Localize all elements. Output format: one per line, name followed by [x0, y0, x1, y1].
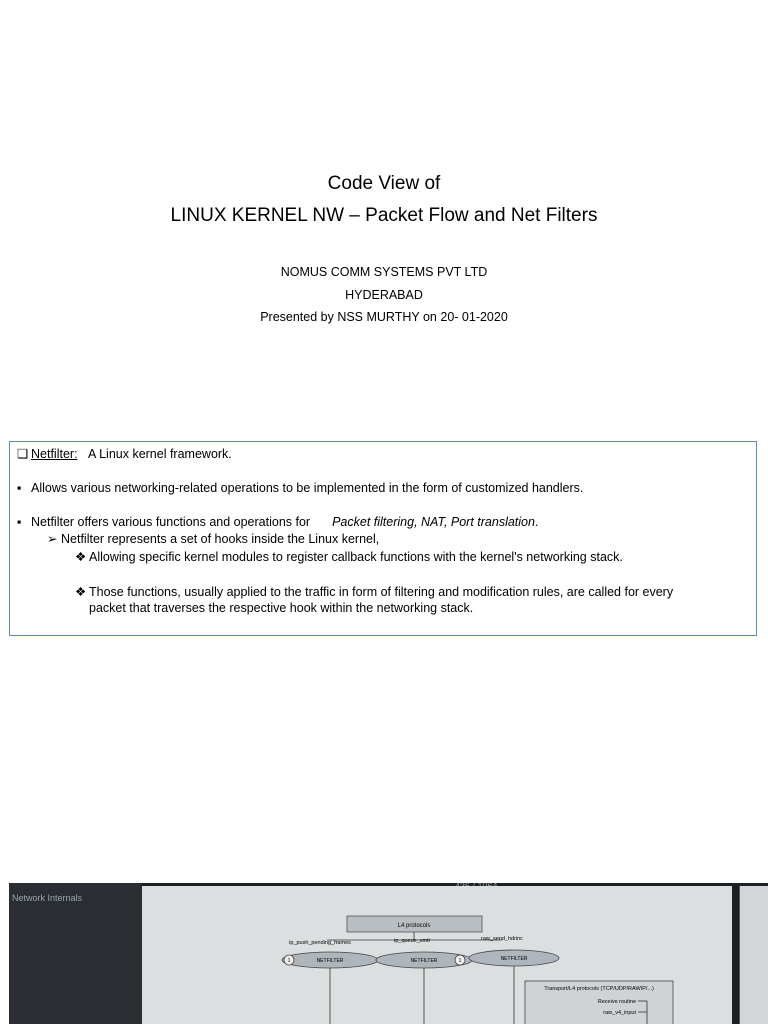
functions-italic: Packet filtering, NAT, Port translation	[332, 515, 535, 529]
item-functions: ▪ Netfilter offers various functions and operations for Packet filtering, NAT, Port translation.	[17, 515, 539, 529]
svg-text:NETFILTER: NETFILTER	[500, 956, 528, 962]
item-operations: ▪ Allows various networking-related operations to be implemented in the form of customized handlers.	[17, 481, 584, 495]
netfilter-term: Netfilter:	[31, 447, 78, 461]
presenter: Presented by NSS MURTHY on	[260, 310, 437, 324]
photo-right-panel	[739, 886, 768, 1024]
netfilter-definition: A Linux kernel framework.	[87, 447, 232, 461]
item-netfilter	[17, 446, 232, 461]
raw-v4-input: raw_v4_input	[603, 1010, 636, 1016]
netfilter-info-box	[9, 441, 757, 636]
fn-raw-send-hdrinc: raw_send_hdrinc	[481, 936, 523, 942]
company-name: NOMUS COMM SYSTEMS PVT LTD	[280, 265, 488, 279]
packet-flow-diagram	[142, 886, 732, 1024]
diagram-screen	[142, 886, 732, 1024]
sub-item-hooks: ➢ Netfilter represents a set of hooks inside the Linux kernel,	[47, 532, 380, 546]
sub-item-rules: ❖ Those functions, usually applied to the traffic in form of filtering and modification rules, are called for every	[75, 585, 674, 599]
photo-header: Network Internals	[12, 893, 83, 903]
diamond-bullet-icon: ❖	[75, 550, 87, 564]
diamond-bullet-icon: ❖	[75, 585, 87, 599]
date: 20- 01-2020	[440, 310, 508, 324]
checkbox-bullet-icon: ❑	[17, 447, 29, 461]
l4-label: L4 protocols	[397, 923, 431, 929]
transport-label: Transport/L4 protocols (TCP/UDP/RAWIP/...)	[544, 986, 654, 992]
city: HYDERABAD	[345, 288, 423, 302]
title-line-1: Code View of	[327, 173, 441, 194]
receive-routine: Receive routine	[597, 999, 636, 1005]
presenter-line	[0, 310, 768, 324]
svg-text:1: 1	[287, 958, 291, 964]
fn-ip-push-pending-frames: ip_push_pending_frames	[289, 940, 351, 946]
sub-item-rules-cont: packet that traverses the respective hook within the networking stack.	[89, 601, 474, 615]
title-line-2: LINUX KERNEL NW – Packet Flow and Net Filters	[170, 205, 598, 226]
svg-text:NETFILTER: NETFILTER	[316, 958, 344, 964]
diagram-photo	[9, 883, 768, 1024]
svg-text:NETFILTER: NETFILTER	[410, 958, 438, 964]
square-bullet-icon: ▪	[17, 515, 22, 529]
fn-ip-queue-xmit: ip_queue_xmit	[394, 938, 430, 944]
square-bullet-icon: ▪	[17, 481, 22, 495]
photo-sidebar	[9, 883, 142, 1024]
sub-item-callbacks: ❖ Allowing specific kernel modules to register callback functions with the kernel's networking stack.	[75, 550, 623, 564]
arrow-bullet-icon: ➢	[47, 532, 58, 546]
svg-text:1: 1	[458, 958, 462, 964]
